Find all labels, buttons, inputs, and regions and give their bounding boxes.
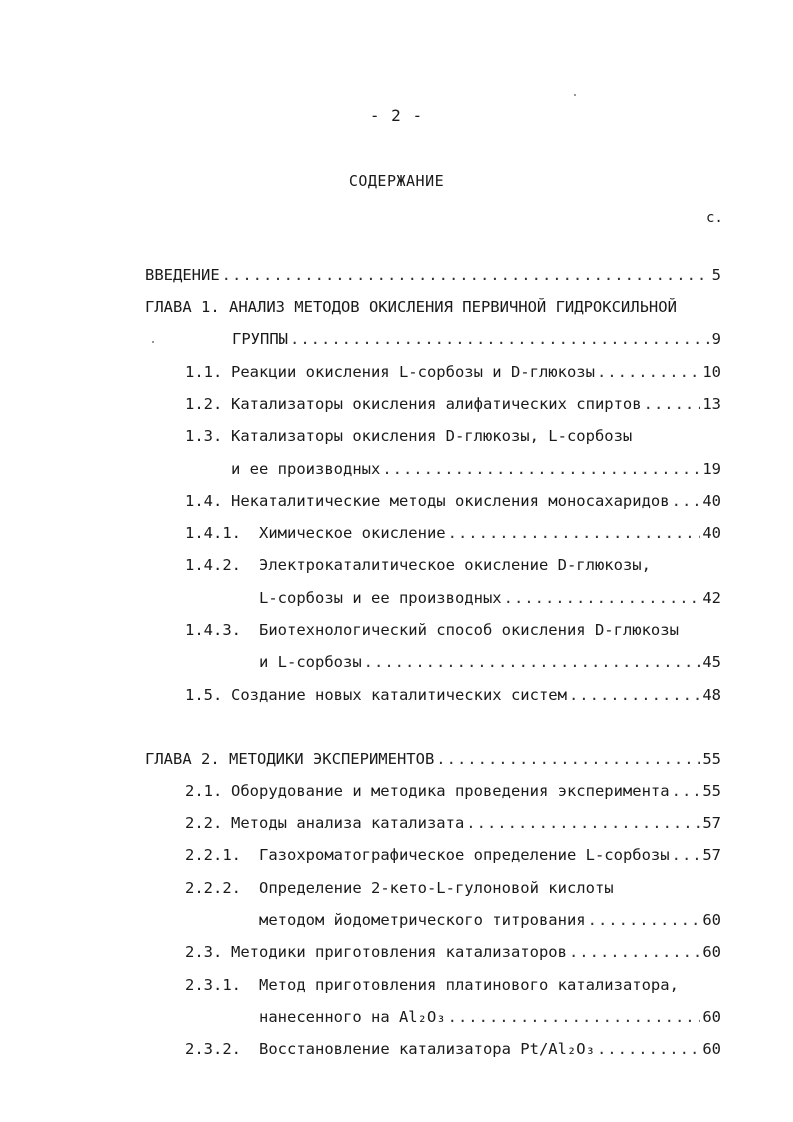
toc-entry-continuation[interactable] [259,1008,721,1030]
page-column-label: с. [706,210,723,226]
toc-entry-page: 42 [702,589,721,607]
toc-entry-title: Электрокаталитическое окисление D-глюкозы, [259,556,651,574]
toc-entry-number: 2.3. [185,943,223,961]
toc-leader-dots [672,492,701,510]
toc-entry[interactable] [185,524,721,546]
toc-entry-page: 60 [702,1040,721,1058]
toc-leader-dots [597,363,700,381]
toc-entry-page: 60 [702,911,721,929]
toc-entry-title: Газохроматографическое определение L-сорбозы [259,846,670,864]
toc-entry-title: и L-сорбозы [259,653,362,671]
toc-entry-title: Оборудование и методика проведения эксперимента [231,782,670,800]
toc-entry[interactable] [145,750,721,772]
toc-leader-dots [588,911,701,929]
toc-entry-page: 10 [702,363,721,381]
toc-entry-page: 19 [702,460,721,478]
toc-leader-dots [382,460,700,478]
toc-leader-dots [597,1040,700,1058]
toc-entry[interactable] [185,943,721,965]
toc-leader-dots [569,686,700,704]
toc-entry-title: ГЛАВА 2. МЕТОДИКИ ЭКСПЕРИМЕНТОВ [145,750,435,768]
toc-entry-title: Восстановление катализатора Pt/Al₂O₃ [259,1040,595,1058]
page-number: - 2 - [369,106,424,125]
toc-entry-continuation[interactable] [259,911,721,933]
toc-entry-number: 2.2.2. [185,879,241,897]
toc-entry-page: 40 [702,492,721,510]
toc-entry-title: ГЛАВА 1. АНАЛИЗ МЕТОДОВ ОКИСЛЕНИЯ ПЕРВИЧНОЙ ГИДРОКСИЛЬНОЙ [145,298,677,316]
toc-leader-dots [364,653,701,671]
toc-entry[interactable] [185,427,721,449]
toc-entry[interactable] [185,846,721,868]
toc-entry[interactable] [185,621,721,643]
toc-entry-page: 5 [711,266,721,284]
toc-entry-page: 60 [702,943,721,961]
toc-entry-title: Методы анализа катализата [231,814,465,832]
toc-entry-title: Методики приготовления катализаторов [231,943,567,961]
scan-speck [574,94,576,96]
page-title: СОДЕРЖАНИЕ [348,172,445,190]
toc-entry-page: 57 [702,814,721,832]
toc-entry-number: 2.2. [185,814,223,832]
toc-entry-continuation[interactable] [231,460,721,482]
toc-entry-title: методом йодометрического титрования [259,911,586,929]
toc-entry-number: 1.4.1. [185,524,241,542]
toc-entry-title: Создание новых каталитических систем [231,686,567,704]
toc-entry-continuation[interactable] [232,330,721,352]
toc-leader-dots [672,846,701,864]
toc-entry-title: Химическое окисление [259,524,446,542]
toc-entry[interactable] [185,363,721,385]
scan-speck [152,341,154,343]
toc-entry-number: 1.4.2. [185,556,241,574]
toc-entry[interactable] [185,556,721,578]
toc-entry[interactable] [145,266,721,288]
toc-entry-page: 40 [702,524,721,542]
toc-leader-dots [504,589,701,607]
toc-entry-continuation[interactable] [259,589,721,611]
toc-leader-dots [672,782,701,800]
toc-entry[interactable] [145,298,721,320]
toc-entry-title: Метод приготовления платинового катализатора, [259,976,679,994]
toc-entry[interactable] [185,686,721,708]
toc-leader-dots [436,750,700,768]
toc-entry-title: Реакции окисления L-сорбозы и D-глюкозы [231,363,595,381]
toc-entry-title: ВВЕДЕНИЕ [145,266,220,284]
toc-entry-number: 1.1. [185,363,223,381]
toc-entry-title: и ее производных [231,460,381,478]
toc-entry-title: Катализаторы окисления D-глюкозы, L-сорбозы [231,427,633,445]
toc-entry[interactable] [185,976,721,998]
toc-leader-dots [290,330,710,348]
toc-entry-page: 9 [711,330,721,348]
toc-entry[interactable] [185,814,721,836]
toc-entry-number: 2.3.1. [185,976,241,994]
toc-leader-dots [569,943,700,961]
toc-entry[interactable] [185,782,721,804]
toc-entry-number: 2.2.1. [185,846,241,864]
toc-leader-dots [222,266,710,284]
toc-entry-number: 1.4.3. [185,621,241,639]
toc-entry[interactable] [185,395,721,417]
toc-entry-number: 1.2. [185,395,223,413]
toc-entry-title: Определение 2-кето-L-гулоновой кислоты [259,879,614,897]
toc-entry-page: 57 [702,846,721,864]
toc-entry-title: нанесенного на Al₂O₃ [259,1008,446,1026]
toc-entry-title: ГРУППЫ [232,330,288,348]
toc-entry-number: 1.3. [185,427,223,445]
toc-leader-dots [448,524,701,542]
toc-entry-page: 48 [702,686,721,704]
toc-entry-page: 55 [702,750,721,768]
toc-entry-title: Катализаторы окисления алифатических спиртов [231,395,642,413]
toc-entry-number: 1.4. [185,492,223,510]
toc-entry[interactable] [185,492,721,514]
toc-leader-dots [644,395,701,413]
toc-entry-page: 13 [702,395,721,413]
toc-entry[interactable] [185,879,721,901]
toc-entry-number: 2.1. [185,782,223,800]
toc-entry-title: L-сорбозы и ее производных [259,589,502,607]
toc-entry-page: 45 [702,653,721,671]
toc-entry-title: Некаталитические методы окисления моносахаридов [231,492,670,510]
toc-entry-number: 2.3.2. [185,1040,241,1058]
toc-entry-page: 60 [702,1008,721,1026]
toc-entry-number: 1.5. [185,686,223,704]
toc-entry[interactable] [185,1040,721,1062]
toc-entry-page: 55 [702,782,721,800]
toc-entry-title: Биотехнологический способ окисления D-глюкозы [259,621,679,639]
toc-leader-dots [448,1008,701,1026]
toc-entry-continuation[interactable] [259,653,721,675]
toc-leader-dots [466,814,700,832]
